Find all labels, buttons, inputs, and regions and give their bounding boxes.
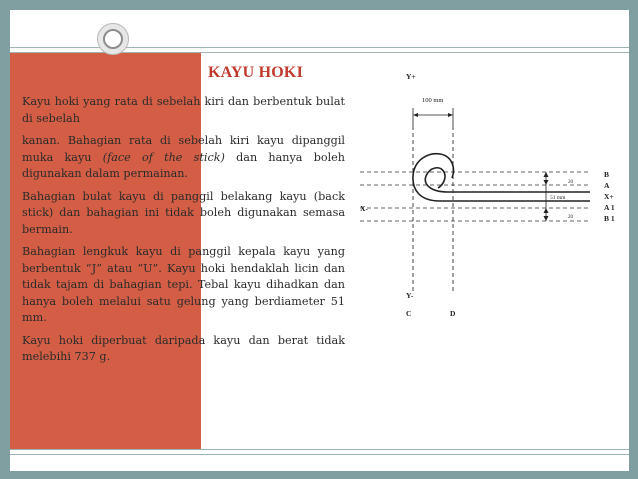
paragraph-2-italic: (face of the stick) [102,150,225,164]
y-plus-label: Y+ [406,72,416,81]
x-minus-label: X- [360,204,368,213]
label-a1: A 1 [604,203,615,212]
label-d: D [450,309,456,318]
width-dimension-label: 100 mm [422,97,444,104]
paragraph-2-end: dan hanya boleh digunakan dalam permainan. [22,150,345,180]
y-minus-label: Y- [406,291,414,300]
paragraph-2-start: kanan. Bahagian rata di sebelah kiri kayu dipanggil muka kayu [22,134,345,164]
top-dimension-label: 20 [568,180,573,185]
slide [10,10,629,471]
label-b: B [604,170,610,179]
paragraph-1: Kayu hoki yang rata di sebelah kiri dan berbentuk bulat di sebelah [22,95,345,125]
bottom-divider [10,449,629,450]
hockey-stick-outline [413,154,590,201]
hockey-stick-diagram [340,68,629,318]
bottom-divider-secondary [10,454,629,455]
bottom-dimension-label: 20 [568,215,573,220]
label-c: C [406,309,412,318]
label-a: A [604,181,610,190]
slide-title: KAYU HOKI [208,64,304,81]
slide-body [22,94,345,372]
paragraph-3: Bahagian bulat kayu di panggil belakang kayu (back stick) dan bahagian ini tidak boleh digunakan semasa bermain. [22,189,345,236]
paragraph-5: Kayu hoki diperbuat daripada kayu dan berat tidak melebihi 737 g. [22,333,345,363]
label-x-plus: X+ [604,192,614,201]
label-b1: B 1 [604,214,615,223]
middle-dimension-label: 51 mm [550,195,566,201]
circle-logo-icon [97,23,129,55]
paragraph-2 [22,133,345,183]
paragraph-4: Bahagian lengkuk kayu di panggil kepala kayu yang berbentuk “J” atau “U”. Kayu hoki hendaklah licin dan tidak tajam di bahagian tepi. Tebal kayu dihadkan dan hanya boleh melalui satu gelung yang berdiameter 51 mm. [22,245,345,324]
